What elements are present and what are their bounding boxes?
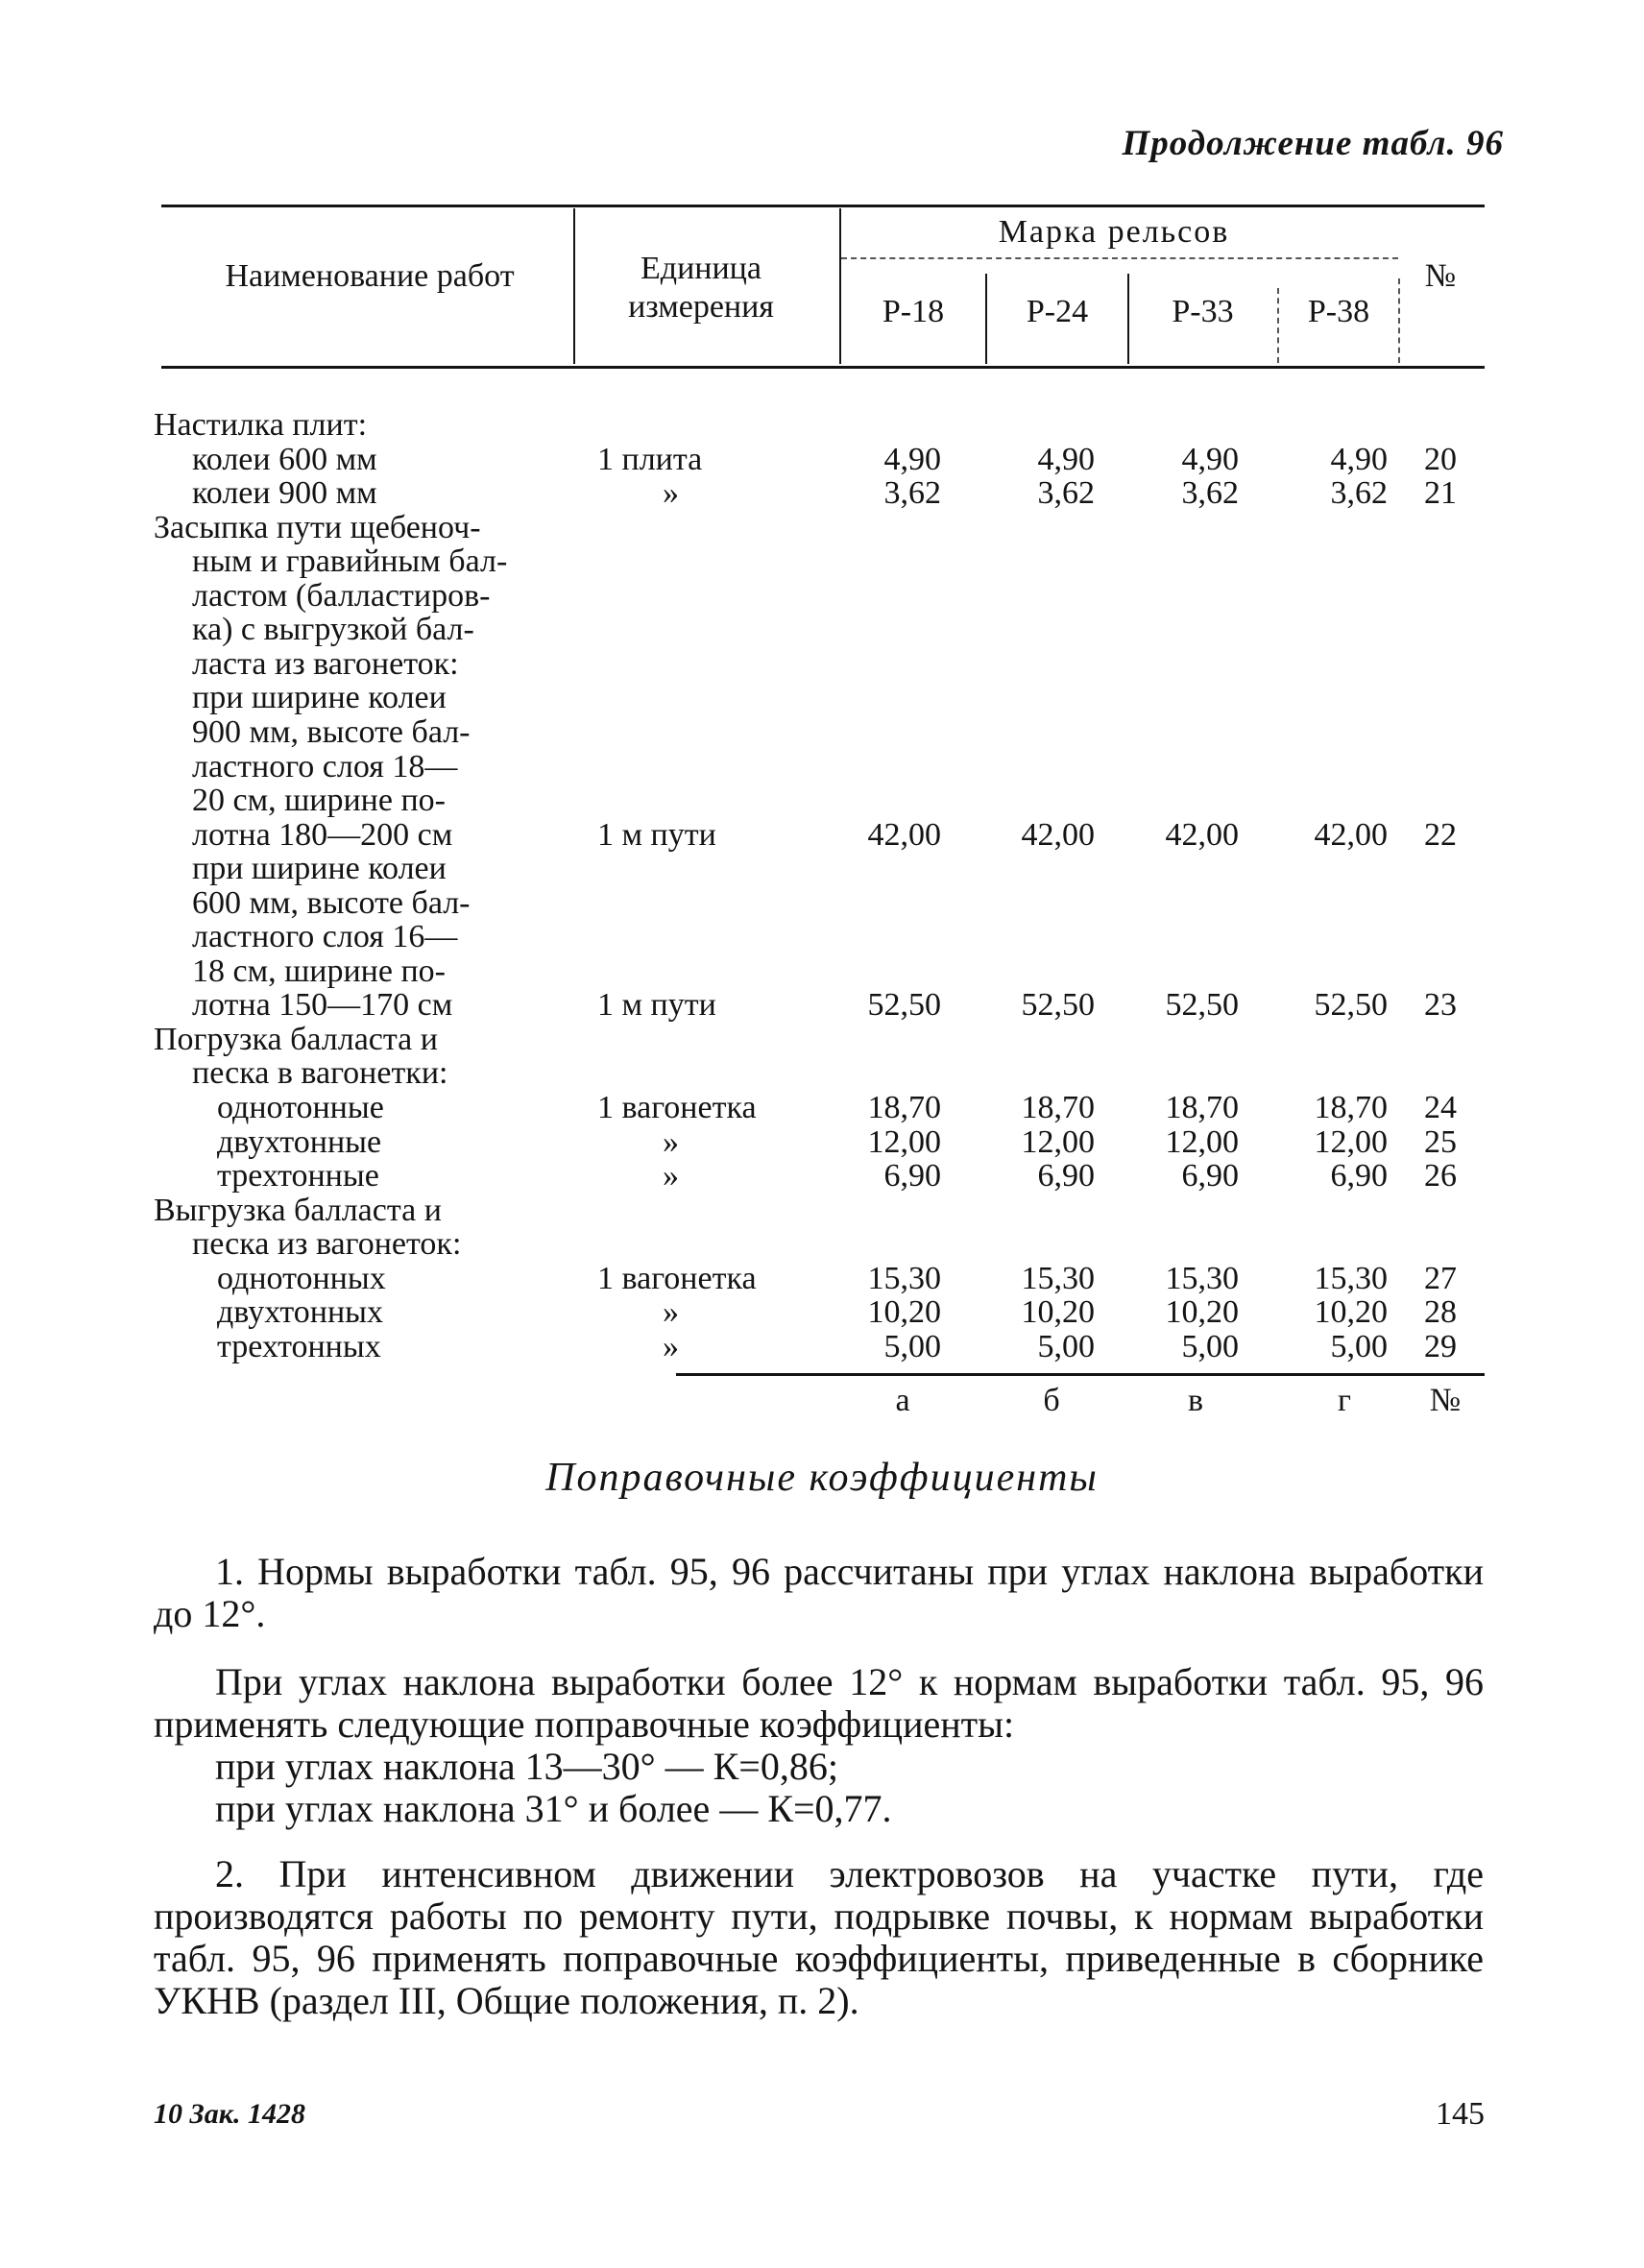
table-cell-value: 15,30	[1314, 1260, 1388, 1296]
table-row-work: Настилка плит:	[154, 407, 368, 443]
table-row-work: 900 мм, высоте бал-	[192, 713, 471, 750]
coefficient-line-1: при углах наклона 13—30° — К=0,86;	[215, 1745, 838, 1788]
table-row-number: 26	[1424, 1158, 1457, 1194]
table-row-unit: 1 м пути	[597, 987, 716, 1024]
table-row-work: при ширине колеи	[192, 680, 447, 716]
table-cell-value: 3,62	[1181, 475, 1239, 512]
table-bottom-rule	[676, 1373, 1485, 1376]
table-row-work: лотна 180—200 см	[192, 816, 453, 853]
table-row-number: 24	[1424, 1090, 1457, 1125]
note-paragraph-2: При углах наклона выработки более 12° к нормам выработки табл. 95, 96 применять следующие поправочные коэффициенты:	[154, 1660, 1484, 1746]
table-row-unit: »	[663, 475, 679, 512]
table-row-work: при ширине колеи	[192, 851, 447, 887]
table-cell-value: 4,90	[1181, 441, 1239, 477]
table-row-work: колеи 600 мм	[192, 441, 377, 477]
print-order-mark: 10 Зак. 1428	[154, 2098, 305, 2130]
table-row-work: Выгрузка балласта и	[154, 1192, 442, 1228]
column-letter-b: б	[1043, 1383, 1060, 1418]
table-cell-value: 15,30	[867, 1260, 941, 1296]
table-cell-value: 12,00	[867, 1123, 941, 1160]
table-cell-value: 5,00	[883, 1328, 941, 1364]
header-work-name: Наименование работ	[225, 258, 515, 294]
table-cell-value: 52,50	[1314, 987, 1388, 1024]
table-row-number: 28	[1424, 1294, 1457, 1331]
column-divider	[1398, 278, 1400, 363]
table-cell-value: 10,20	[1021, 1294, 1095, 1331]
table-cell-value: 10,20	[867, 1294, 941, 1331]
table-cell-value: 4,90	[1037, 441, 1095, 477]
table-row-number: 27	[1424, 1260, 1457, 1296]
column-divider	[573, 208, 575, 364]
table-row-unit: »	[663, 1328, 679, 1364]
page-number: 145	[1436, 2096, 1485, 2132]
header-brand-r33: Р-33	[1172, 294, 1234, 329]
header-brand-r24: Р-24	[1026, 294, 1089, 329]
table-row-unit: 1 вагонетка	[597, 1090, 757, 1125]
table-row-work: ластом (балластиров-	[192, 577, 491, 614]
table-cell-value: 4,90	[1330, 441, 1388, 477]
table-row-work: трехтонные	[217, 1158, 379, 1194]
table-row-work: лотна 150—170 см	[192, 987, 453, 1024]
column-letter-v: в	[1187, 1383, 1204, 1418]
table-row-number: 21	[1424, 475, 1457, 512]
table-row-unit: »	[663, 1158, 679, 1194]
table-cell-value: 6,90	[883, 1158, 941, 1194]
table-cell-value: 3,62	[883, 475, 941, 512]
table-header-bottom-rule	[161, 366, 1485, 369]
table-row-work: 18 см, ширине по-	[192, 953, 446, 989]
table-row-unit: 1 плита	[597, 441, 703, 477]
table-row-work: ластного слоя 18—	[192, 748, 458, 784]
table-cell-value: 5,00	[1037, 1328, 1095, 1364]
table-row-number: 22	[1424, 816, 1457, 853]
table-cell-value: 5,00	[1181, 1328, 1239, 1364]
table-cell-value: 3,62	[1037, 475, 1095, 512]
header-number: №	[1424, 258, 1457, 294]
table-cell-value: 6,90	[1330, 1158, 1388, 1194]
header-rail-brand: Марка рельсов	[998, 214, 1230, 250]
column-letter-number: №	[1429, 1383, 1462, 1418]
table-cell-value: 42,00	[1165, 816, 1239, 853]
table-row-work: песка в вагонетки:	[192, 1055, 448, 1092]
table-cell-value: 52,50	[1021, 987, 1095, 1024]
table-row-number: 29	[1424, 1328, 1457, 1364]
table-cell-value: 18,70	[1165, 1090, 1239, 1125]
column-divider	[839, 208, 841, 364]
table-cell-value: 15,30	[1165, 1260, 1239, 1296]
header-unit: Единица измерения	[628, 251, 774, 325]
table-cell-value: 18,70	[1021, 1090, 1095, 1125]
table-cell-value: 5,00	[1330, 1328, 1388, 1364]
table-row-number: 20	[1424, 441, 1457, 477]
table-row-work: однотонные	[217, 1090, 384, 1125]
table-row-work: ка) с выгрузкой бал-	[192, 612, 474, 648]
coefficient-line-2: при углах наклона 31° и более — К=0,77.	[215, 1787, 892, 1830]
table-row-work: двухтонных	[217, 1294, 383, 1331]
header-brand-r18: Р-18	[882, 294, 945, 329]
table-cell-value: 18,70	[1314, 1090, 1388, 1125]
table-cell-value: 42,00	[1021, 816, 1095, 853]
table-cell-value: 42,00	[867, 816, 941, 853]
table-cell-value: 52,50	[1165, 987, 1239, 1024]
table-row-work: Погрузка балласта и	[154, 1021, 438, 1057]
table-row-number: 25	[1424, 1123, 1457, 1160]
table-top-rule	[161, 205, 1485, 207]
table-cell-value: 12,00	[1021, 1123, 1095, 1160]
table-row-unit: »	[663, 1294, 679, 1331]
table-row-work: ластного слоя 16—	[192, 919, 458, 955]
column-divider	[985, 274, 987, 364]
brand-group-divider	[841, 257, 1398, 259]
table-row-work: ласта из вагонеток:	[192, 645, 459, 682]
table-cell-value: 10,20	[1314, 1294, 1388, 1331]
table-row-work: колеи 900 мм	[192, 475, 377, 512]
table-row-work: двухтонные	[217, 1123, 382, 1160]
column-letter-a: а	[895, 1383, 910, 1418]
table-cell-value: 18,70	[867, 1090, 941, 1125]
note-paragraph-3: 2. При интенсивном движении электровозов на участке пути, где производятся работы по ремонту пути, подрывке почвы, к нормам выработки табл. 95, 96 применять поправочные коэффициенты, приведенные в сборнике УКНВ (раздел III, Общие положения, п. 2).	[154, 1852, 1484, 2022]
table-cell-value: 52,50	[867, 987, 941, 1024]
column-divider	[1277, 288, 1279, 363]
table-cell-value: 6,90	[1037, 1158, 1095, 1194]
table-row-work: 20 см, ширине по-	[192, 783, 446, 819]
table-row-number: 23	[1424, 987, 1457, 1024]
table-row-work: ным и гравийным бал-	[192, 543, 508, 580]
table-cell-value: 15,30	[1021, 1260, 1095, 1296]
table-row-work: 600 мм, высоте бал-	[192, 884, 471, 921]
table-cell-value: 42,00	[1314, 816, 1388, 853]
table-cell-value: 10,20	[1165, 1294, 1239, 1331]
table-row-unit: 1 м пути	[597, 816, 716, 853]
table-cell-value: 4,90	[883, 441, 941, 477]
table-row-work: Засыпка пути щебеноч-	[154, 509, 481, 545]
table-row-work: однотонных	[217, 1260, 386, 1296]
column-letter-g: г	[1338, 1383, 1351, 1418]
table-row-unit: »	[663, 1123, 679, 1160]
section-title: Поправочные коэффициенты	[545, 1456, 1099, 1500]
table-row-work: трехтонных	[217, 1328, 381, 1364]
table-cell-value: 12,00	[1165, 1123, 1239, 1160]
header-brand-r38: Р-38	[1307, 294, 1370, 329]
note-paragraph-1: 1. Нормы выработки табл. 95, 96 рассчитаны при углах наклона выработки до 12°.	[154, 1550, 1484, 1635]
table-cell-value: 12,00	[1314, 1123, 1388, 1160]
table-row-unit: 1 вагонетка	[597, 1260, 757, 1296]
column-divider	[1127, 274, 1129, 364]
table-cell-value: 3,62	[1330, 475, 1388, 512]
table-cell-value: 6,90	[1181, 1158, 1239, 1194]
table-row-work: песка из вагонеток:	[192, 1226, 462, 1263]
table-continuation-label: Продолжение табл. 96	[1122, 124, 1504, 163]
